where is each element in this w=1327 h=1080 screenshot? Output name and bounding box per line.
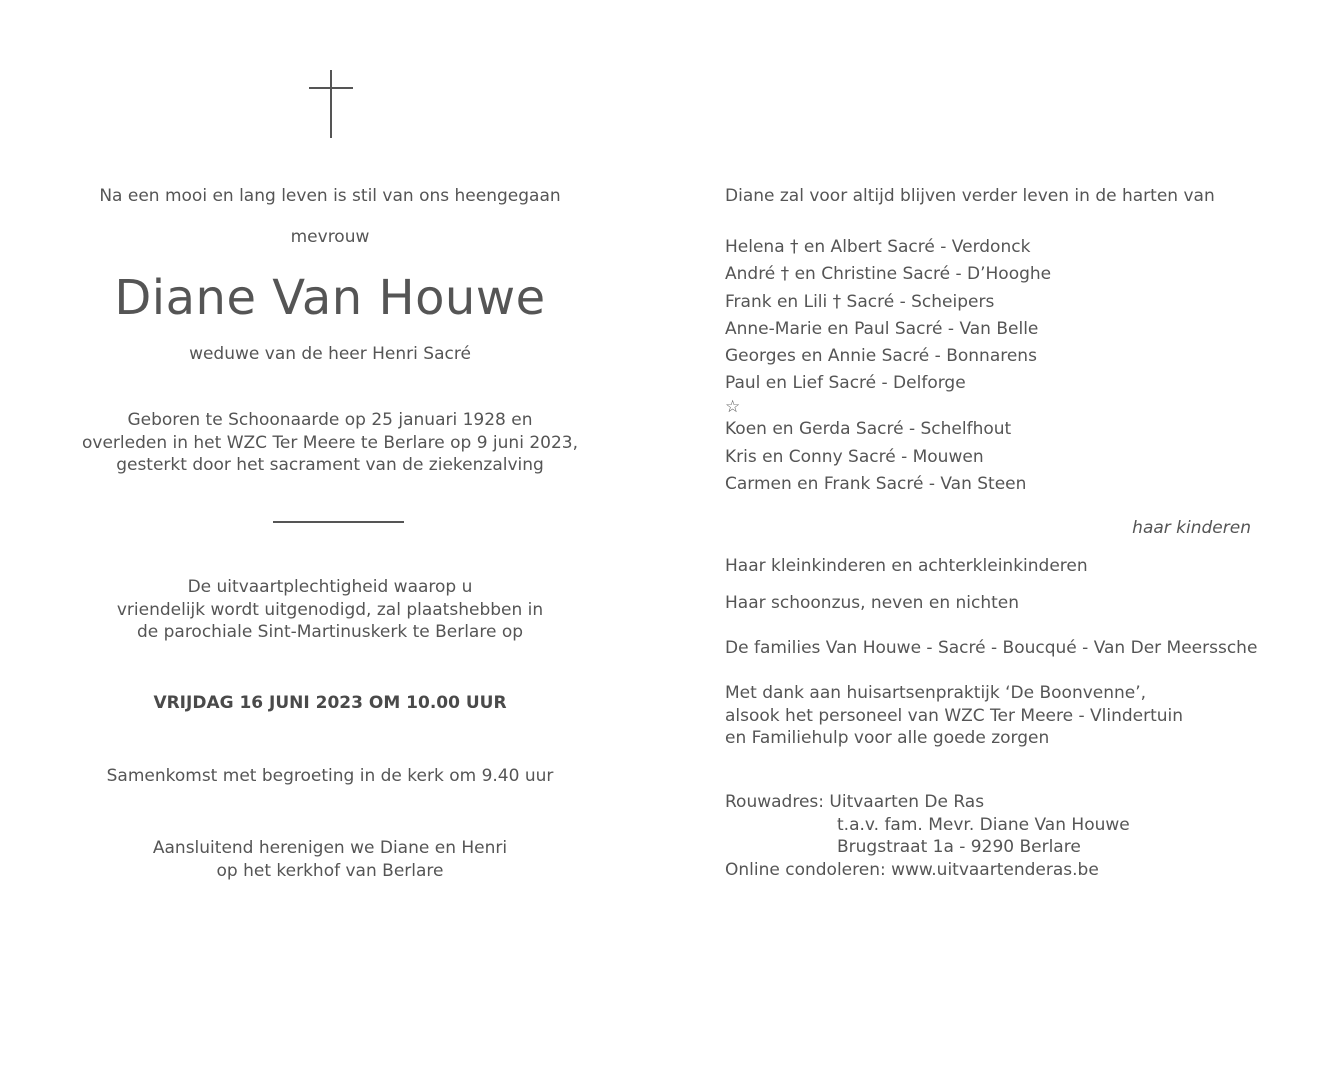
thanks-text: Met dank aan huisartsenpraktijk ‘De Boonvenne’, alsook het personeel van WZC Ter Meere - Vlindertuin en Familiehulp voor alle goede zorgen <box>725 683 1184 748</box>
star-icon: ☆ <box>725 397 741 418</box>
widow-text: weduwe van de heer Henri Sacré <box>189 344 471 364</box>
honorific: mevrouw <box>290 227 370 247</box>
grandchildren-text: Haar kleinkinderen en achterkleinkinderen <box>725 556 1088 576</box>
right-intro: Diane zal voor altijd blijven verder leven in de harten van <box>725 186 1215 206</box>
list-item: Koen en Gerda Sacré - Schelfhout <box>725 419 1012 440</box>
address-line: t.a.v. fam. Mevr. Diane Van Houwe <box>837 814 1130 835</box>
list-item: Kris en Conny Sacré - Mouwen <box>725 446 984 467</box>
burial-text: Aansluitend herenigen we Diane en Henri op het kerkhof van Berlare <box>152 838 508 881</box>
intro-text: Na een mooi en lang leven is stil van ons heengegaan <box>99 186 561 206</box>
ceremony-text: De uitvaartplechtigheid waarop u vriendelijk wordt uitgenodigd, zal plaatshebben in de parochiale Sint-Martinuskerk te Berlare op <box>116 577 544 642</box>
list-item: Georges en Annie Sacré - Bonnarens <box>725 346 1037 367</box>
children-label: haar kinderen <box>1132 518 1251 538</box>
list-item: Helena † en Albert Sacré - Verdonck <box>725 237 1031 257</box>
online-condolence: Online condoleren: www.uitvaartenderas.be <box>725 859 1099 880</box>
address-block <box>725 791 1130 881</box>
address-line: Brugstraat 1a - 9290 Berlare <box>837 837 1081 857</box>
list-item: Anne-Marie en Paul Sacré - Van Belle <box>725 318 1039 339</box>
list-item: Frank en Lili † Sacré - Scheipers <box>725 291 995 312</box>
divider-line <box>273 521 404 523</box>
address-label: Rouwadres: Uitvaarten De Ras <box>725 792 985 812</box>
list-item: Carmen en Frank Sacré - Van Steen <box>725 474 1027 495</box>
in-laws-text: Haar schoonzus, neven en nichten <box>725 593 1020 613</box>
list-item: Paul en Lief Sacré - Delforge <box>725 373 966 394</box>
deceased-name: Diane Van Houwe <box>114 270 546 326</box>
ceremony-date: VRIJDAG 16 JUNI 2023 OM 10.00 UUR <box>153 693 507 713</box>
cross-icon <box>309 70 355 140</box>
children-list <box>725 236 1285 500</box>
families-text: De families Van Houwe - Sacré - Boucqué - Van Der Meerssche <box>725 638 1258 658</box>
birth-death-text: Geboren te Schoonaarde op 25 januari 1928 en overleden in het WZC Ter Meere te Berlare op 9 juni 2023, gesterkt door het sacrament van de ziekenzalving <box>81 410 578 475</box>
list-item: André † en Christine Sacré - D’Hooghe <box>725 264 1052 285</box>
meeting-text: Samenkomst met begroeting in de kerk om 9.40 uur <box>106 766 554 786</box>
